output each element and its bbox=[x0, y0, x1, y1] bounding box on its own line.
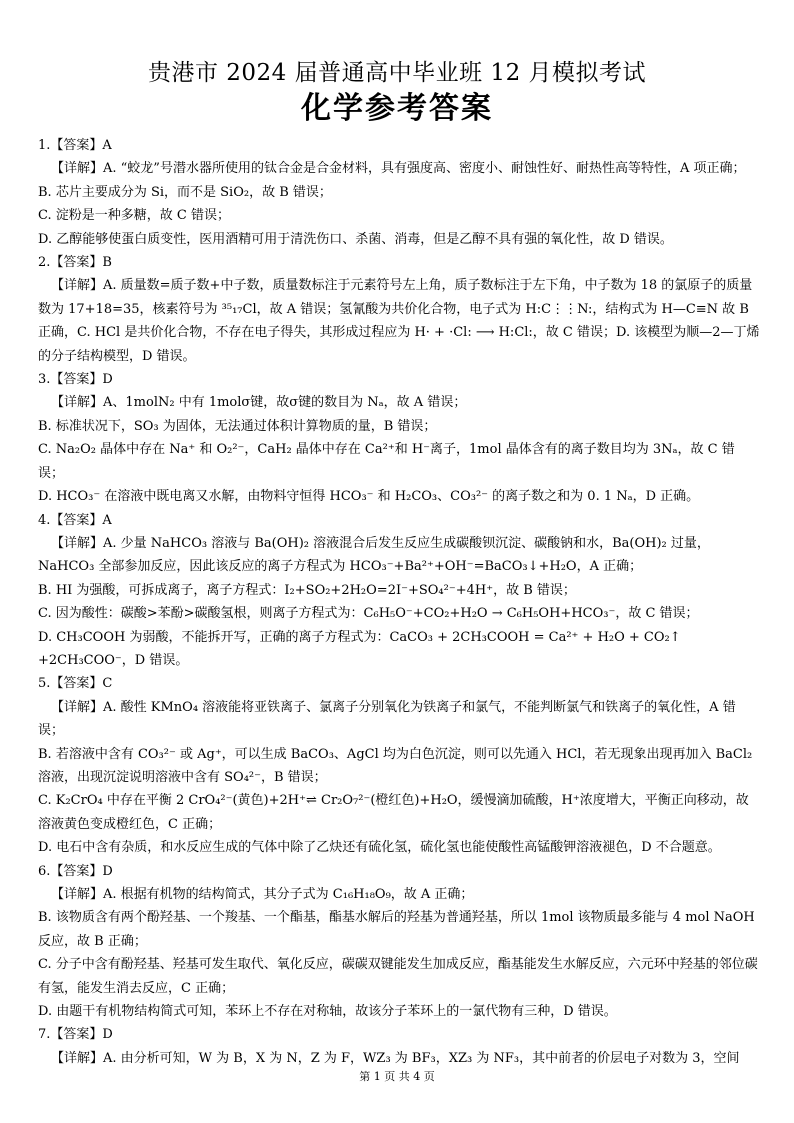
explanation-line: C. 因为酸性：碳酸>苯酚>碳酸氢根，则离子方程式为：C₆H₅O⁻+CO₂+H₂O → C₆H₅OH+HCO₃⁻，故 C 错误； bbox=[38, 606, 699, 622]
explanation-line: B. 芯片主要成分为 Si，而不是 SiO₂，故 B 错误； bbox=[38, 184, 332, 200]
answer-content bbox=[38, 134, 760, 1070]
explanation-line: B. HI 为强酸，可拆成离子，离子方程式：I₂+SO₂+2H₂O=2I⁻+SO₄²⁻+4H⁺，故 B 错误； bbox=[38, 582, 576, 598]
explanation-line: 【详解】A. 质量数=质子数+中子数，质量数标注于元素符号左上角，质子数标注于左下角，中子数为 18 的氯原子的质量数为 17+18=35，核素符号为 ³⁵₁₇Cl，故 A 错误；氢氰酸为共价化合物，电子式为 H:C⋮⋮N:，结构式为 H—C≡N 故 B 正确，C. HCl 是共价化合物，不存在电子得失，其形成过程应为 H· + ·Cl: ⟶ H:Cl:，故 C 错误；D. 该模型为顺—2—丁烯的分子结构模型，D 错误。 bbox=[38, 278, 760, 364]
page-number: 第 1 页 共 4 页 bbox=[359, 1070, 435, 1083]
explanation-line: B. 标准状况下，SO₃ 为固体，无法通过体积计算物质的量，B 错误； bbox=[38, 418, 437, 434]
explanation-line: D. HCO₃⁻ 在溶液中既电离又水解，由物料守恒得 HCO₃⁻ 和 H₂CO₃、CO₃²⁻ 的离子数之和为 0. 1 Nₐ，D 正确。 bbox=[38, 489, 700, 505]
explanation-line: D. 由题干有机物结构简式可知，苯环上不存在对称轴，故该分子苯环上的一氯代物有三种，D 错误。 bbox=[38, 1004, 617, 1020]
explanation-line: 【详解】A. 少量 NaHCO₃ 溶液与 Ba(OH)₂ 溶液混合后发生反应生成碳酸钡沉淀、碳酸钠和水，Ba(OH)₂ 过量，NaHCO₃ 全部参加反应，因此该反应的离子方程式为 HCO₃⁻+Ba²⁺+OH⁻=BaCO₃↓+H₂O，A 正确； bbox=[38, 535, 710, 575]
explanation-line: 【详解】A. 根据有机物的结构简式，其分子式为 C₁₆H₁₈O₉，故 A 正确； bbox=[51, 887, 474, 902]
explanation-line: B. 若溶液中含有 CO₃²⁻ 或 Ag⁺，可以生成 BaCO₃、AgCl 均为白色沉淀，则可以先通入 HCl，若无现象出现再加入 BaCl₂ 溶液，出现沉淀说明溶液中含有 SO₄²⁻，B 错误； bbox=[38, 746, 753, 785]
explanation-line: D. 电石中含有杂质，和水反应生成的气体中除了乙炔还有硫化氢，硫化氢也能使酸性高锰酸钾溶液褪色，D 不合题意。 bbox=[38, 840, 721, 856]
explanation-line: 【详解】A. 酸性 KMnO₄ 溶液能将亚铁离子、氯离子分别氧化为铁离子和氯气，不能判断氯气和铁离子的氧化性，A 错误； bbox=[38, 699, 736, 739]
answer-line: 6.【答案】D bbox=[38, 863, 113, 879]
explanation-line: C. 分子中含有酚羟基、羟基可发生取代、氧化反应，碳碳双键能发生加成反应，酯基能发生水解反应，六元环中羟基的邻位碳有氢，能发生消去反应，C 正确； bbox=[38, 957, 758, 996]
answer-line: 4.【答案】A bbox=[38, 512, 112, 528]
answer-title: 化学参考答案 bbox=[301, 91, 493, 126]
answer-line: 2.【答案】B bbox=[38, 255, 112, 271]
explanation-line: D. CH₃COOH 为弱酸，不能拆开写，正确的离子方程式为：CaCO₃ + 2CH₃COOH = Ca²⁺ + H₂O + CO₂↑ +2CH₃COO⁻，D 错误。 bbox=[38, 629, 681, 668]
explanation-line: C. K₂CrO₄ 中存在平衡 2 CrO₄²⁻(黄色)+2H⁺⇌ Cr₂O₇²⁻(橙红色)+H₂O，缓慢滴加硫酸，H⁺浓度增大，平衡正向移动，故溶液黄色变成橙红色，C 正确； bbox=[38, 793, 749, 832]
exam-title: 贵港市 2024 届普通高中毕业班 12 月模拟考试 bbox=[147, 60, 647, 86]
answer-line: 1.【答案】A bbox=[38, 138, 112, 153]
answer-line: 5.【答案】C bbox=[38, 676, 113, 692]
explanation-line: C. 淀粉是一种多糖，故 C 错误； bbox=[38, 208, 230, 224]
explanation-line: 【详解】A. 由分析可知，W 为 B，X 为 N，Z 为 F，WZ₃ 为 BF₃，XZ₃ 为 NF₃，其中前者的价层电子对数为 3，空间 bbox=[51, 1050, 740, 1066]
answer-line: 3.【答案】D bbox=[38, 372, 113, 388]
answer-line: 7.【答案】D bbox=[38, 1027, 113, 1043]
explanation-line: C. Na₂O₂ 晶体中存在 Na⁺ 和 O₂²⁻，CaH₂ 晶体中存在 Ca²⁺和 H⁻离子，1mol 晶体含有的离子数目均为 3Nₐ，故 C 错误； bbox=[38, 442, 735, 481]
explanation-line: D. 乙醇能够使蛋白质变性，医用酒精可用于清洗伤口、杀菌、消毒，但是乙醇不具有强的氧化性，故 D 错误。 bbox=[38, 231, 673, 247]
explanation-line: 【详解】A、1molN₂ 中有 1molσ键，故σ键的数目为 Nₐ，故 A 错误； bbox=[51, 395, 467, 411]
explanation-line: 【详解】A. “蛟龙”号潜水器所使用的钛合金是合金材料，具有强度高、密度小、耐蚀性好、耐热性高等特性，A 项正确； bbox=[51, 161, 746, 177]
explanation-line: B. 该物质含有两个酚羟基、一个羧基、一个酯基，酯基水解后的羟基为普通羟基，所以 1mol 该物质最多能与 4 mol NaOH 反应，故 B 正确； bbox=[38, 910, 755, 949]
